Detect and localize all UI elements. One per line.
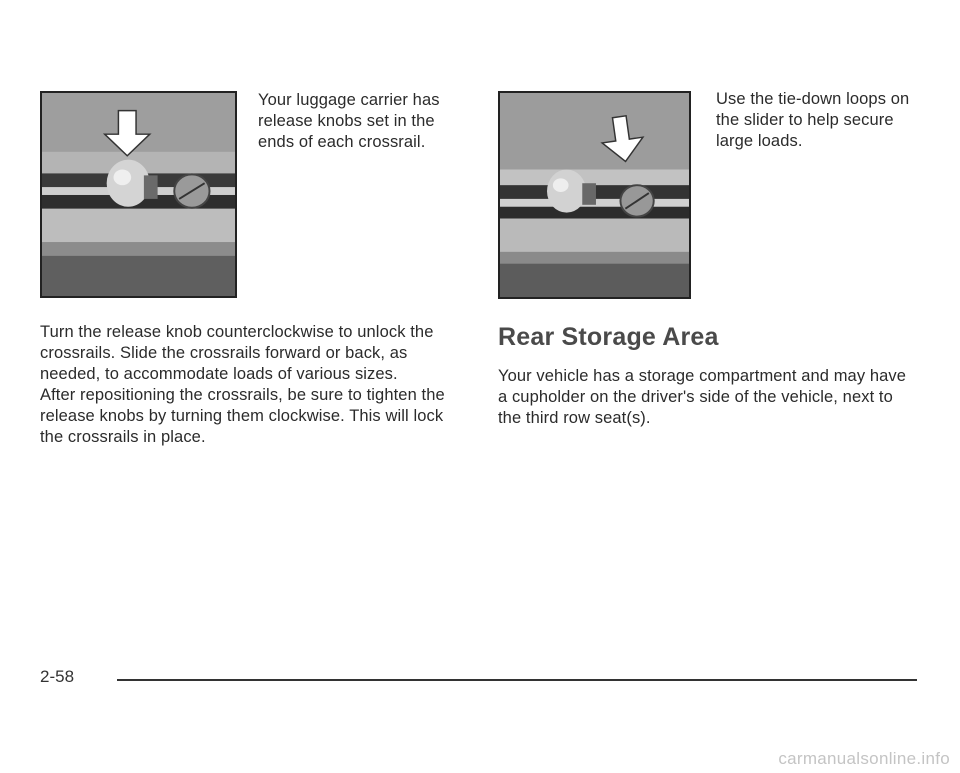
page-number: 2-58 <box>40 667 75 686</box>
tie-down-caption: Use the tie-down loops on the slider to help secure large loads. <box>716 90 910 150</box>
release-knob-illustration <box>42 93 235 296</box>
tie-down-photo <box>498 91 691 299</box>
release-knob-instructions: Turn the release knob counterclockwise to unlock the crossrails. Slide the crossrails forward or back, as needed, to accommodate loads of various sizes. <box>40 323 434 383</box>
rear-storage-description: Your vehicle has a storage compartment and may have a cupholder on the driver's side of the vehicle, next to the third row seat(s). <box>498 367 907 427</box>
luggage-carrier-caption: Your luggage carrier has release knobs set in the ends of each crossrail. <box>258 91 440 151</box>
tighten-knob-instructions: After repositioning the crossrails, be sure to tighten the release knobs by turning them clockwise. This will lock the crossrails in place. <box>40 386 445 446</box>
rear-storage-heading: Rear Storage Area <box>498 323 719 351</box>
luggage-carrier-photo <box>40 91 237 298</box>
footer-rule <box>117 679 917 681</box>
watermark: carmanualsonline.info <box>778 749 950 768</box>
tie-down-loop-illustration <box>500 93 689 297</box>
